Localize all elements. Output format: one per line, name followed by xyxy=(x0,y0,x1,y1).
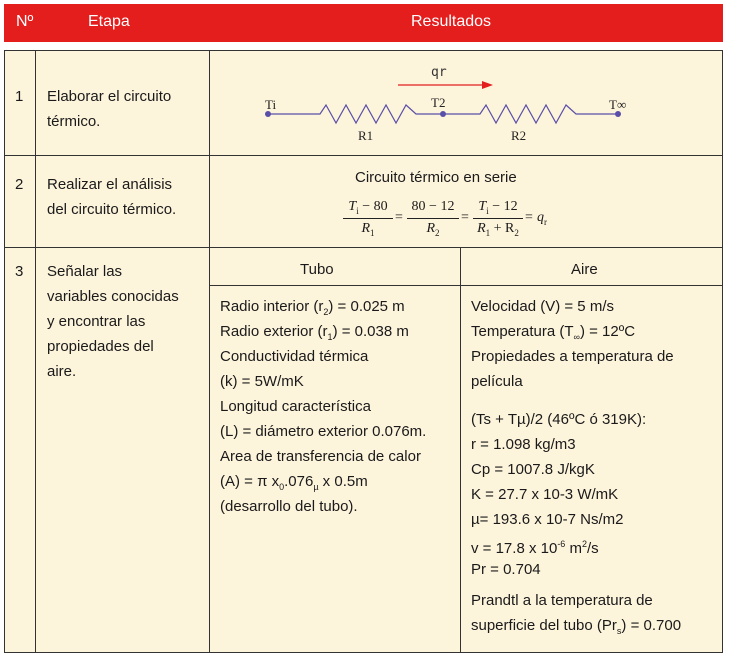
tubo-header: Tubo xyxy=(300,261,334,278)
divider xyxy=(209,285,722,286)
stage-text: del circuito térmico. xyxy=(47,201,177,218)
stage-text: aire. xyxy=(47,363,77,380)
row-number: 1 xyxy=(15,88,24,105)
stage-text: propiedades del xyxy=(47,338,154,355)
table-header xyxy=(4,4,723,42)
header-stage: Etapa xyxy=(88,13,130,30)
node-mid xyxy=(440,111,446,117)
header-number: Nº xyxy=(16,13,34,30)
divider xyxy=(5,247,722,248)
series-circuit-heading: Circuito térmico en serie xyxy=(355,169,517,186)
divider xyxy=(460,247,461,652)
stage-text: y encontrar las xyxy=(47,313,146,330)
heat-flow-label: qr xyxy=(431,65,447,80)
circuit-equation: $T_i - 80$ $R_1$ = 80 − 12 $R_2$ = $T_i - 12$ $R_1 + R_2$ = $q_r$ xyxy=(343,199,573,243)
stage-text: Señalar las xyxy=(47,263,123,280)
node-right-label: T∞ xyxy=(609,97,627,112)
divider xyxy=(35,51,36,652)
aire-header: Aire xyxy=(571,261,598,278)
stage-text: térmico. xyxy=(47,113,101,130)
node-left-label: Ti xyxy=(265,97,277,112)
stage-text: Realizar el análisis xyxy=(47,176,173,193)
node-mid-label: T2 xyxy=(431,95,446,110)
stage-text: Elaborar el circuito xyxy=(47,88,172,105)
stage-text: variables conocidas xyxy=(47,288,179,305)
arrow-icon xyxy=(482,81,493,89)
thermal-circuit-diagram xyxy=(210,51,722,155)
row-number: 2 xyxy=(15,176,24,193)
row-number: 3 xyxy=(15,263,24,280)
divider xyxy=(5,155,722,156)
header-results: Resultados xyxy=(411,13,492,30)
results-table: 1 Elaborar el circuito térmico. qr Ti T2 T∞ R1 R2 2 Realizar el análisis del circuito térmico. Circuito térmico en serie $T_i - 80$ $R_1$ = 80 − 12 $R_2$ = $T_i - 12$ $R_1 + R_2$ = $q_r$ 3 Señalar las variables conocidas y encontrar las propiedades del aire. Tubo Aire Radio interior $(r_2) = 0.025$ m Radio exterior $(r_1) = 0.038$ m Conductividad térmica (k) = 5W/mK Longitud característica (L) = diámetro exterior 0.076m. Area de transferencia de calor (A) = π $x_0.076_\mu$ x 0.5m (desarrollo del tubo). Velocidad (V) = 5 m/s Temperatura $(T_\infty)$ = 12ºC Propiedades a temperatura de película (Ts + Tµ)/2 (46ºC ó 319K): r = 1.098 kg/m3 Cp = 1007.8 J/kgK K = 27.7 x 10-3 W/mK µ= 193.6 x 10-7 Ns/m2 v = 17.8 x $10^{-6}$ $m^2/s$ Pr = 0.704 Prandtl a la temperatura de superficie del tubo $(Pr_s) = 0.700$ xyxy=(4,50,723,653)
resistor-1-label: R1 xyxy=(358,128,374,143)
resistor-2-label: R2 xyxy=(511,128,527,143)
